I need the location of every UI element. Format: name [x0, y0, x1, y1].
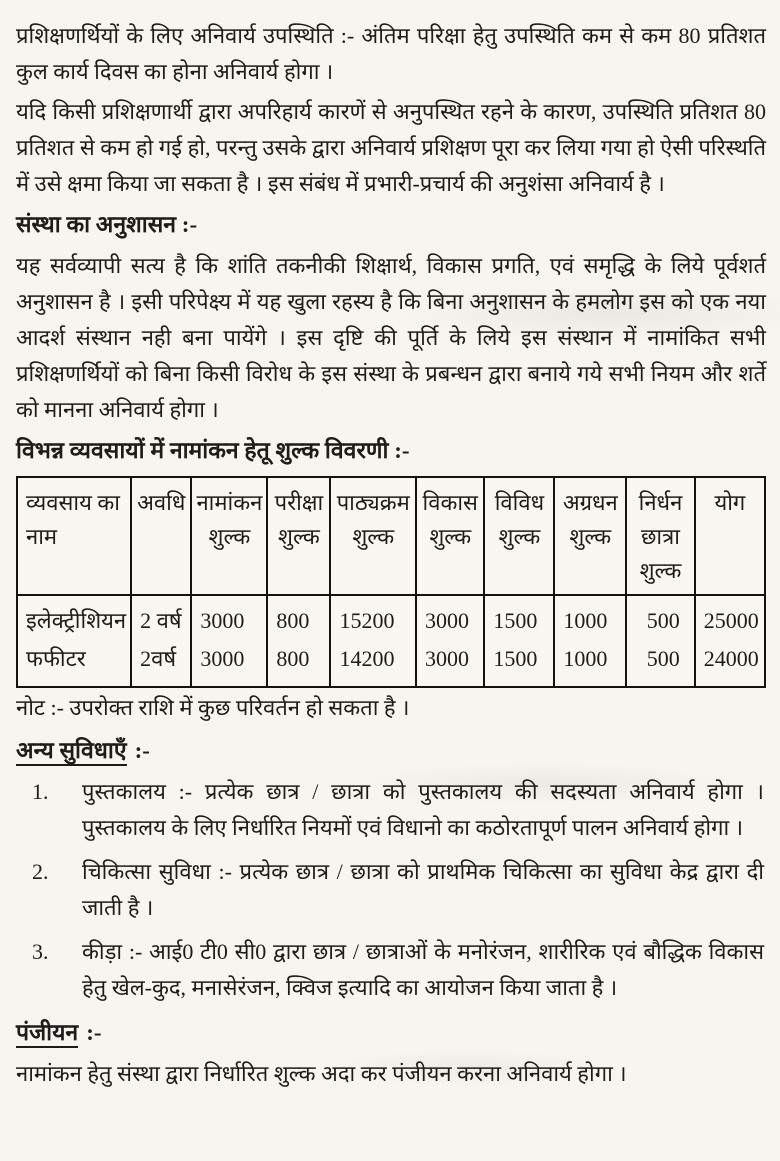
- paragraph-absence-exception: यदि किसी प्रशिक्षणार्थी द्वारा अपरिहार्य कारणें से अनुपस्थित रहने के कारण, उपस्थिति प्रतिशत 80 प्रतिशत से कम हो गई हो, परन्तु उसके द्वारा अनिवार्य प्रशिक्षण पूरा कर लिया गया हो ऐसी परिस्थति में उसे क्षमा किया जा सकता है । इस संबंध में प्रभारी-प्रचार्य की अनुशंसा अनिवार्य है ।: [16, 99, 766, 196]
- cell-enrollment-fee: 3000: [191, 640, 267, 687]
- heading-other-facilities-label: अन्य सुविधाएँ: [16, 738, 127, 766]
- paragraph-registration-body: नामांकन हेतु संस्था द्वारा निर्धारित शुल्क अदा कर पंजीयन करना अनिवार्य होगा ।: [16, 1061, 627, 1086]
- cell-course-fee: 14200: [330, 640, 416, 687]
- cell-exam-fee: 800: [267, 640, 330, 687]
- fee-table-header-row: [17, 477, 765, 595]
- heading-registration-suffix: :-: [86, 1020, 102, 1045]
- table-row-electrician: [17, 595, 765, 640]
- header-duration: अवधि: [131, 477, 191, 595]
- paragraph-attendance-rule: प्रशिक्षणर्थियों के लिए अनिवार्य उपस्थिति :- अंतिम परिक्षा हेतु उपस्थिति कम से कम 80 प्रतिशत कुल कार्य दिवस का होना अनिवार्य होगा ।: [16, 23, 766, 84]
- paragraph-discipline-body: यह सर्वव्यापी सत्य है कि शांति तकनीकी शिक्षार्थ, विकास प्रगति, एवं समृद्धि के लिये पूर्वशर्त अनुशासन है । इसी परिपेक्ष्य में यह खुला रहस्य है कि बिना अनुशासन के हमलोग इस को एक नया आदर्श संस्थान नही बना पायेंगे । इस दृष्टि की पूर्ति के लिये इस संस्थान में नामांकित सभी प्रशिक्षणर्थियों को बिना किसी विरोध के इस संस्था के प्रबन्धन द्वारा बनाये गये सभी नियम और शर्ते को मानना अनिवार्य होगा ।: [16, 253, 766, 422]
- list-item-text: चिकित्सा सुविधा :- प्रत्येक छात्र / छात्रा को प्राथमिक चिकित्सा का सुविधा केद्र द्वारा दी जाती है ।: [82, 859, 764, 920]
- header-total: योग: [695, 477, 765, 595]
- cell-enrollment-fee: 3000: [191, 595, 267, 640]
- list-item-number: 2.: [32, 859, 49, 884]
- list-item-number: 1.: [32, 779, 49, 804]
- cell-total: 25000: [695, 595, 765, 640]
- header-trade-name: व्यवसाय का नाम: [17, 477, 131, 595]
- cell-advance-fee: 1000: [554, 640, 626, 687]
- cell-course-fee: 15200: [330, 595, 416, 640]
- cell-duration: 2 वर्ष: [131, 595, 191, 640]
- heading-other-facilities-suffix: :-: [134, 738, 150, 763]
- fee-table: [16, 476, 766, 688]
- heading-registration-label: पंजीयन: [16, 1020, 78, 1048]
- heading-registration: [16, 1014, 766, 1052]
- list-item-library: [16, 774, 766, 846]
- header-course-fee: पाठ्यक्रम शुल्क: [330, 477, 416, 595]
- header-poor-student-fee: निर्धन छात्रा शुल्क: [626, 477, 695, 595]
- header-exam-fee: परीक्षा शुल्क: [267, 477, 330, 595]
- list-item-number: 3.: [32, 939, 49, 964]
- cell-exam-fee: 800: [267, 595, 330, 640]
- heading-institute-discipline: संस्था का अनुशासन :-: [16, 212, 198, 237]
- list-item-sports: [16, 934, 766, 1006]
- table-row-fitter: [17, 640, 765, 687]
- header-development-fee: विकास शुल्क: [416, 477, 484, 595]
- header-enrollment-fee: नामांकन शुल्क: [191, 477, 267, 595]
- list-item-text: पुस्तकालय :- प्रत्येक छात्र / छात्रा को पुस्तकालय की सदस्यता अनिवार्य होगा । पुस्तकालय के लिए निर्धारित नियमों एवं विधानो का कठोरतापूर्ण पालन अनिवार्य होगा ।: [82, 779, 764, 840]
- heading-fee-details: विभन्न व्यवसायों में नामांकन हेतू शुल्क विवरणी :-: [16, 438, 410, 463]
- cell-advance-fee: 1000: [554, 595, 626, 640]
- list-item-text: कीड़ा :- आई0 टी0 सी0 द्वारा छात्र / छात्राओं के मनोरंजन, शारीरिक एवं बौद्धिक विकास हेतु खेल-कुद, मनासेरंजन, क्विज इत्यादि का आयोजन किया जाता है ।: [82, 939, 764, 1000]
- cell-trade: इलेक्ट्रीशियन: [17, 595, 131, 640]
- heading-other-facilities: [16, 732, 766, 770]
- cell-misc-fee: 1500: [484, 595, 554, 640]
- cell-development-fee: 3000: [416, 640, 484, 687]
- cell-poor-student-fee: 500: [626, 595, 695, 640]
- cell-total: 24000: [695, 640, 765, 687]
- cell-poor-student-fee: 500: [626, 640, 695, 687]
- fee-note: नोट :- उपरोक्त राशि में कुछ परिवर्तन हो सकता है ।: [16, 695, 410, 720]
- header-misc-fee: विविध शुल्क: [484, 477, 554, 595]
- cell-development-fee: 3000: [416, 595, 484, 640]
- list-item-medical: [16, 854, 766, 926]
- cell-misc-fee: 1500: [484, 640, 554, 687]
- cell-trade: फफीटर: [17, 640, 131, 687]
- cell-duration: 2वर्ष: [131, 640, 191, 687]
- header-advance-fee: अग्रधन शुल्क: [554, 477, 626, 595]
